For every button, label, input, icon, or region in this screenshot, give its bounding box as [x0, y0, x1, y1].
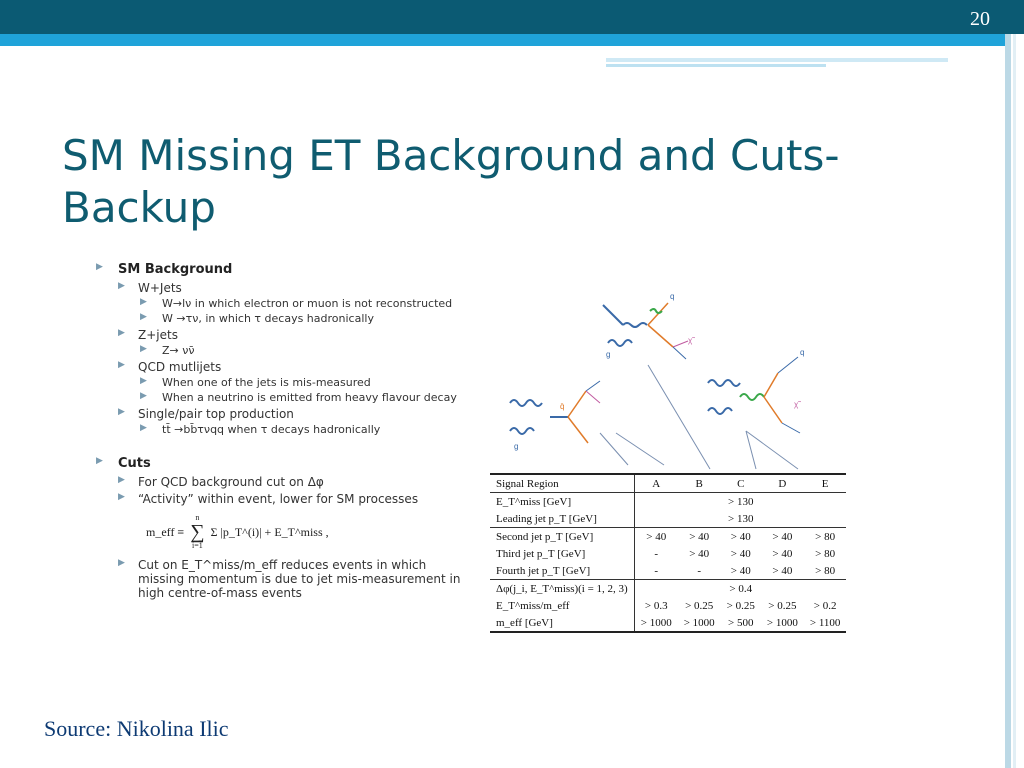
bullet-top: ▶ Single/pair top production — [118, 407, 294, 421]
table-cell: > 80 — [815, 547, 836, 560]
label-g: g — [514, 442, 519, 451]
table-header-cell: A — [634, 474, 677, 493]
table-row — [490, 597, 846, 614]
feynman-diagrams — [488, 283, 824, 473]
table-cell: - — [654, 547, 659, 560]
bullet-cut-qcd: ▶ For QCD background cut on Δφ — [118, 475, 324, 489]
table-cell: > 40 — [678, 528, 721, 546]
diagram-right — [708, 348, 804, 433]
table-cell — [804, 493, 847, 511]
table-row-label: Δφ(j_i, E_T^miss)(i = 1, 2, 3) — [490, 580, 634, 598]
spacer — [96, 438, 496, 456]
table-cell: > 0.25 — [726, 599, 755, 612]
table-cell: > 0.4 — [721, 580, 761, 598]
table-cell: > 40 — [772, 547, 793, 560]
bullet-arrow-icon: ▶ — [140, 312, 147, 322]
bullet-arrow-icon: ▶ — [140, 423, 147, 433]
sum-bottom: i=1 — [191, 541, 203, 550]
formula-rhs: Σ |p_T^(i)| + E_T^miss , — [210, 524, 329, 539]
bullet-arrow-icon: ▶ — [118, 492, 125, 502]
bullet-qcd: ▶ QCD mutlijets — [118, 360, 222, 374]
table-cell: > 130 — [728, 495, 754, 508]
label-qbar: q̄ — [560, 402, 565, 411]
sum-top: n — [195, 513, 200, 522]
bullet-qcd-a: ▶ When one of the jets is mis-measured — [140, 376, 371, 389]
bullet-cut-ratio: ▶ Cut on E_T^miss/m_eff reduces events in which missing momentum is due to jet mis-measurement in high centre-of-mass events — [118, 558, 461, 600]
table-cell — [678, 580, 721, 598]
label-q: q — [670, 292, 675, 301]
bullet-arrow-icon: ▶ — [140, 297, 147, 307]
label-g: g — [606, 350, 611, 359]
table-cell — [761, 510, 804, 528]
bullet-arrow-icon: ▶ — [118, 281, 125, 291]
table-row — [490, 493, 846, 511]
accent-line — [606, 58, 948, 62]
table-cell: > 1000 — [640, 616, 672, 629]
accent-stripe — [0, 34, 1005, 46]
table-row-label: m_eff [GeV] — [490, 614, 634, 632]
table-cell: > 0.2 — [813, 599, 837, 612]
meff-formula — [146, 514, 496, 550]
bullet-arrow-icon: ▶ — [140, 391, 147, 401]
table-cell — [761, 580, 804, 598]
bullet-arrow-icon: ▶ — [140, 344, 147, 354]
pointer-arrows — [600, 365, 798, 469]
bullet-arrow-icon: ▶ — [118, 475, 125, 485]
table-row — [490, 580, 846, 598]
table-cell: > 130 — [728, 512, 754, 525]
diagram-left — [510, 381, 600, 451]
bullet-wjets-b: ▶ W →τν, in which τ decays hadronically — [140, 312, 374, 325]
sum-symbol — [190, 514, 204, 550]
bullet-arrow-icon: ▶ — [118, 360, 125, 370]
bullet-wjets: ▶ W+Jets — [118, 281, 182, 295]
table-row-label: Leading jet p_T [GeV] — [490, 510, 634, 528]
table-cell — [804, 510, 847, 528]
bullet-wjets-a: ▶ W→lν in which electron or muon is not reconstructed — [140, 297, 453, 310]
table-row-label: E_T^miss/m_eff — [490, 597, 634, 614]
table-row — [490, 545, 846, 562]
bullet-zjets-a: ▶ Z→ νν̄ — [140, 344, 195, 357]
table-cell — [761, 493, 804, 511]
table-cell: - — [654, 564, 659, 577]
table-row — [490, 528, 846, 546]
slide-title: SM Missing ET Background and Cuts- Backup — [62, 131, 840, 232]
table-cell: > 1100 — [809, 616, 841, 629]
table-header-row — [490, 474, 846, 493]
bullet-zjets: ▶ Z+jets — [118, 328, 178, 342]
table-cell — [678, 493, 721, 511]
formula-lhs: m_eff ≡ — [146, 524, 185, 539]
bullet-cut-activity: ▶ “Activity” within event, lower for SM processes — [118, 492, 419, 506]
bullet-arrow-icon: ▶ — [118, 558, 125, 568]
table-cell: > 40 — [761, 528, 804, 546]
diagram-top — [603, 292, 695, 359]
table-cell: > 40 — [721, 528, 761, 546]
table-cell: > 80 — [815, 564, 836, 577]
table-cell: > 40 — [730, 547, 751, 560]
table-cell — [634, 493, 677, 511]
source-caption: Source: Nikolina Ilic — [44, 716, 229, 741]
table-cell: > 40 — [689, 547, 710, 560]
table-cell — [634, 510, 677, 528]
table-row — [490, 614, 846, 632]
table-cell: > 0.25 — [685, 599, 714, 612]
table-header-cell: B — [678, 474, 721, 493]
signal-region-table — [490, 473, 846, 633]
table-cell: > 500 — [728, 616, 754, 629]
table-cell — [678, 510, 721, 528]
table-header-cell: C — [721, 474, 761, 493]
table-cell: > 0.25 — [768, 599, 797, 612]
table-header-cell: D — [761, 474, 804, 493]
table-header-label: Signal Region — [490, 474, 634, 493]
table-row-label: Second jet p_T [GeV] — [490, 528, 634, 546]
table-cell: > 40 — [634, 528, 677, 546]
bullet-arrow-icon: ▶ — [140, 376, 147, 386]
table-cell: > 40 — [730, 564, 751, 577]
table-row-label: E_T^miss [GeV] — [490, 493, 634, 511]
table-cell: - — [697, 564, 702, 577]
table-cell: > 0.3 — [644, 599, 668, 612]
table-row — [490, 510, 846, 528]
table-cell: > 1000 — [766, 616, 798, 629]
slide-number: 20 — [970, 8, 990, 30]
bullet-sm-background: ▶ SM Background — [96, 262, 233, 277]
bullet-arrow-icon: ▶ — [118, 407, 125, 417]
table-row — [490, 562, 846, 580]
table-row-label: Fourth jet p_T [GeV] — [490, 562, 634, 580]
bullet-cuts: ▶ Cuts — [96, 456, 151, 471]
label-q: q — [800, 348, 805, 357]
bullet-arrow-icon: ▶ — [118, 328, 125, 338]
table-cell: > 40 — [772, 564, 793, 577]
bullet-qcd-b: ▶ When a neutrino is emitted from heavy flavour decay — [140, 391, 457, 404]
table-cell — [634, 580, 677, 598]
label-chi: χ̃ — [688, 336, 693, 345]
top-banner — [0, 0, 1024, 34]
bullet-top-a: ▶ tt̄ →bb̄τνqq when τ decays hadronically — [140, 423, 381, 436]
table-cell — [804, 580, 847, 598]
right-edge-bar — [1005, 34, 1011, 768]
right-edge-bar-light — [1013, 34, 1016, 768]
sum-icon: ∑ — [190, 521, 205, 543]
bullet-arrow-icon: ▶ — [96, 262, 103, 272]
label-chi: χ̃ — [794, 400, 799, 409]
table-cell: > 1000 — [683, 616, 715, 629]
bullet-list — [96, 262, 496, 602]
bullet-arrow-icon: ▶ — [96, 456, 103, 466]
table-cell: > 80 — [804, 528, 847, 546]
table-header-cell: E — [804, 474, 847, 493]
table-row-label: Third jet p_T [GeV] — [490, 545, 634, 562]
accent-line-short — [606, 64, 826, 67]
